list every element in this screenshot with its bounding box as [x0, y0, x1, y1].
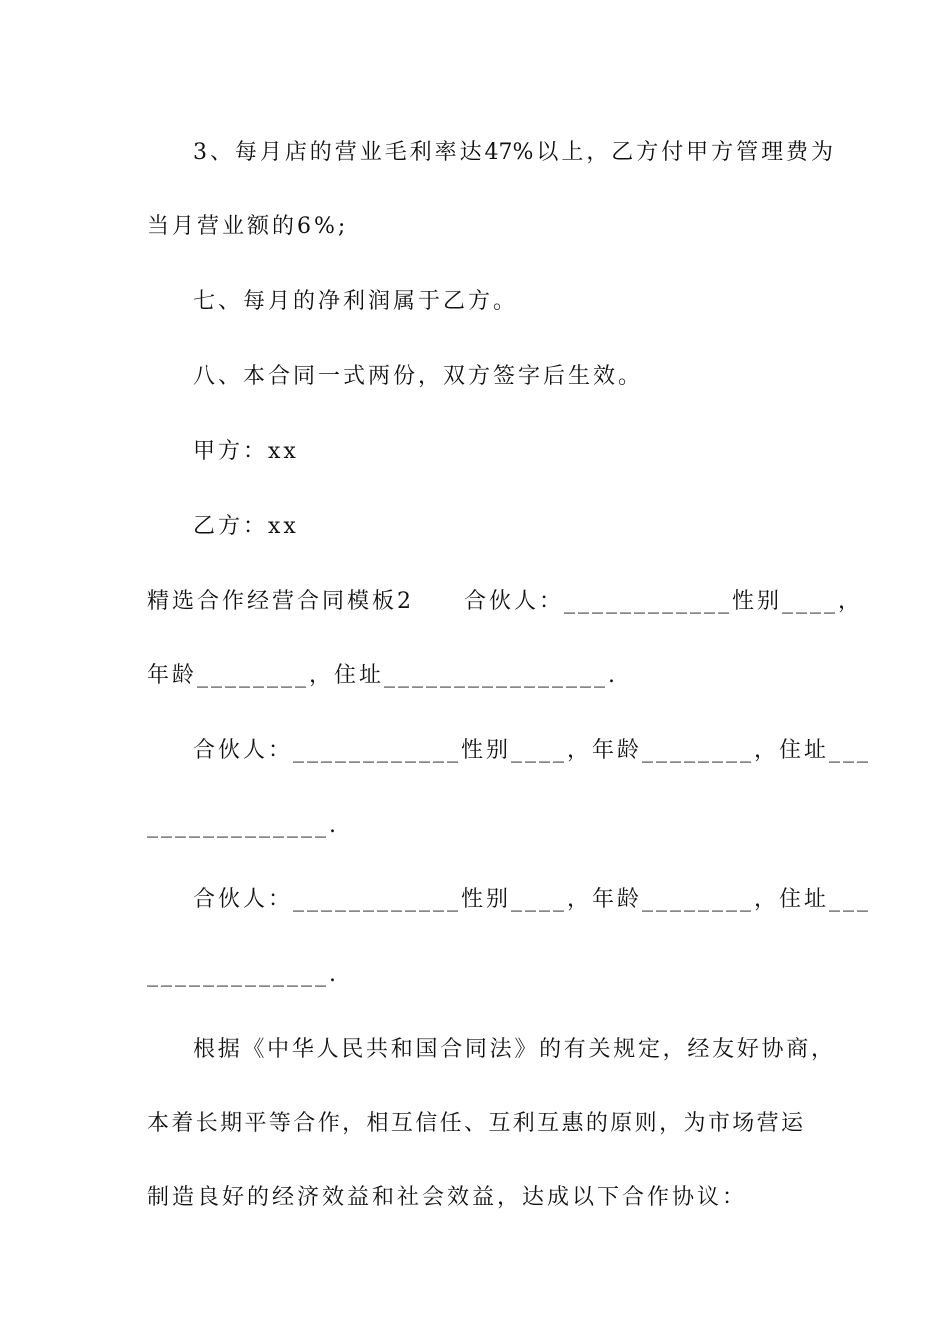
clause-7: 七、每月的净利润属于乙方。 — [193, 289, 519, 314]
partner-2-line-1: 合伙人：____________性别____，年龄________，住址___ — [193, 738, 872, 763]
partner-2-line-2: _____________. — [147, 813, 339, 838]
partner-1-line-2: 年龄________，住址________________. — [147, 663, 618, 688]
partner-3-line-2: _____________. — [147, 962, 339, 987]
clause-8: 八、本合同一式两份，双方签字后生效。 — [193, 364, 644, 389]
party-a: 甲方：xx — [193, 439, 299, 464]
preamble-line-3: 制造良好的经济效益和社会效益，达成以下合作协议： — [147, 1185, 748, 1210]
clause-3-line-2: 当月营业额的6%; — [147, 214, 349, 239]
preamble-line-2: 本着长期平等合作，相互信任、互利互惠的原则，为市场营运 — [147, 1111, 803, 1136]
party-b: 乙方：xx — [193, 514, 299, 539]
preamble-line-1: 根据《中华人民共和国合同法》的有关规定，经友好协商， — [193, 1037, 833, 1062]
clause-3-line-1: 3、每月店的营业毛利率达47%以上，乙方付甲方管理费为 — [193, 140, 833, 165]
partner-3-line-1: 合伙人：____________性别____，年龄________，住址___ — [193, 887, 872, 912]
template-2-heading-line: 精选合作经营合同模板2 合伙人：____________性别____， — [147, 589, 863, 614]
